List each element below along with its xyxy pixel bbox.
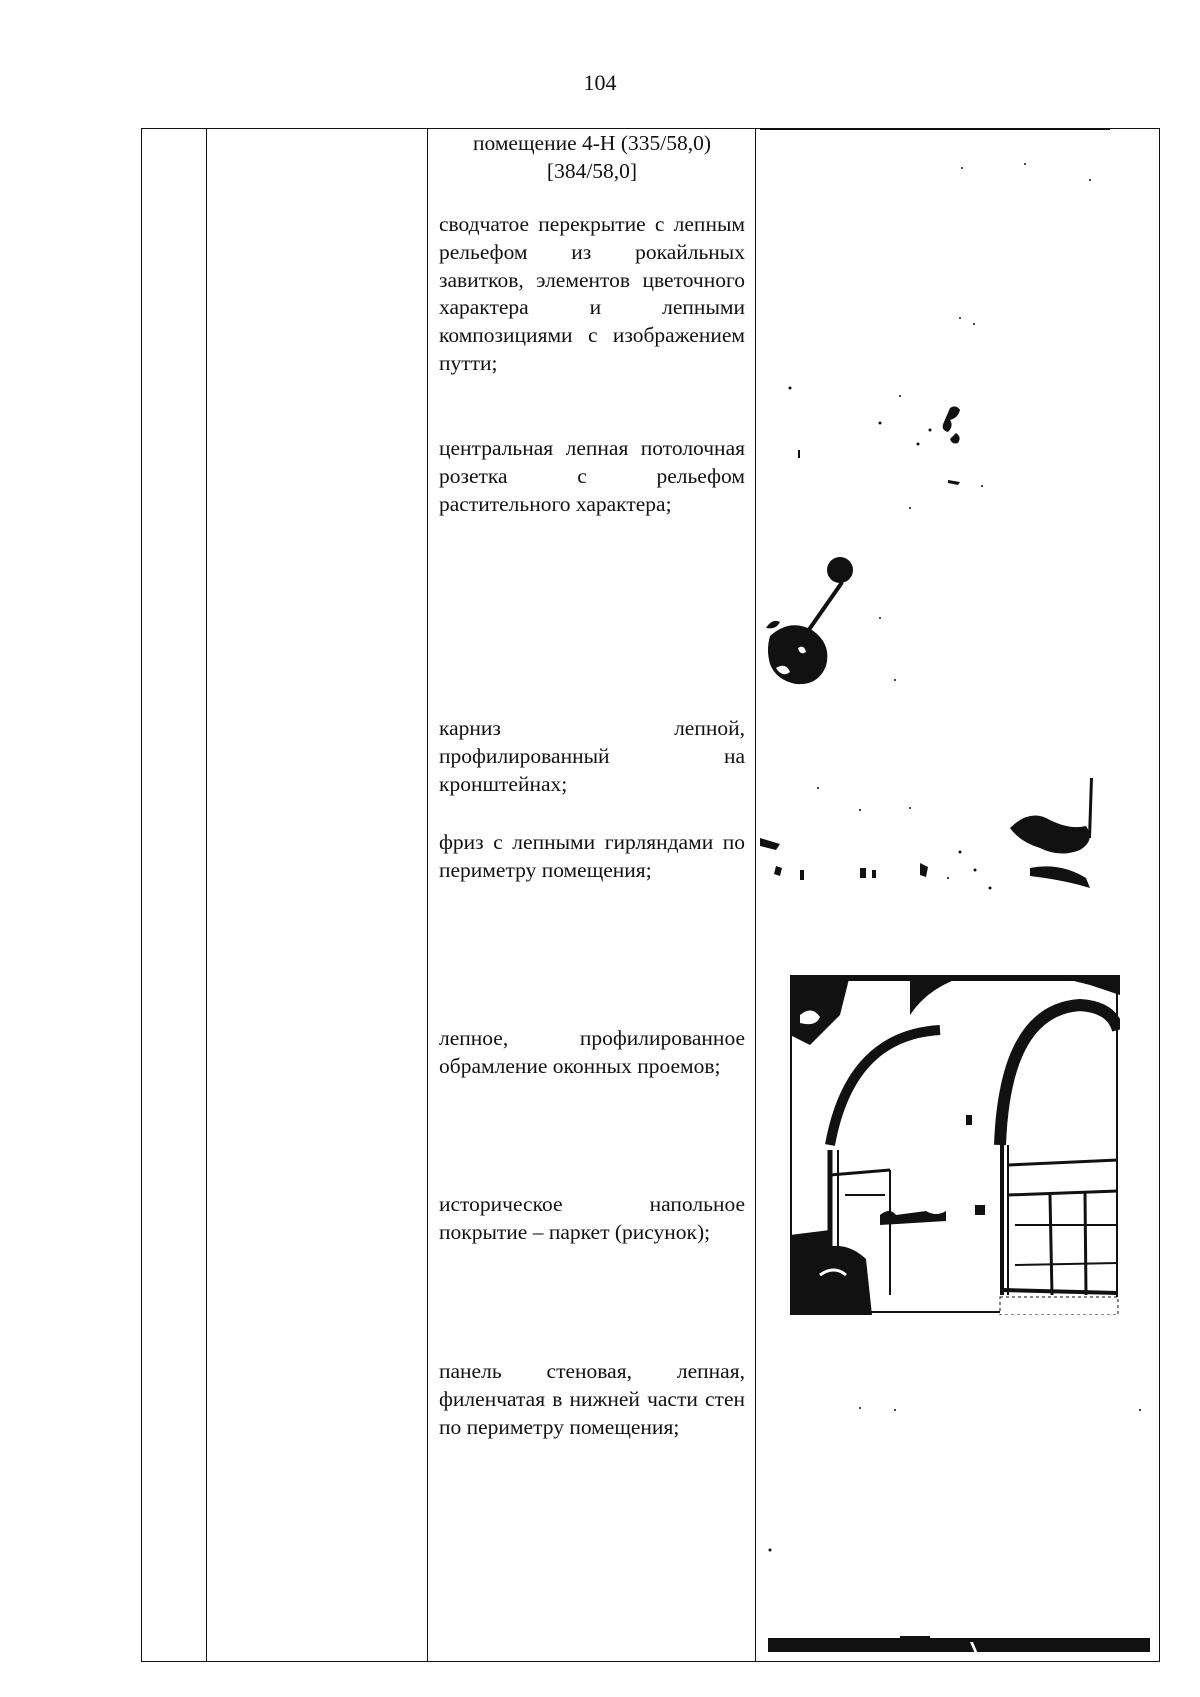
- windows-photo: [790, 975, 1120, 1315]
- column-divider-2: [427, 128, 428, 1662]
- item-window-framing: лепное, профилированное обрамление оконных проемов;: [439, 1026, 745, 1078]
- column-divider-3: [755, 128, 756, 1662]
- item-vaulted-ceiling: сводчатое перекрытие с лепным рельефом из рокайльных завитков, элементов цветочного характера и лепными композициями с изображением путти;: [439, 212, 745, 375]
- item-wall-panel: панель стеновая, лепная, филенчатая в нижней части стен по периметру помещения;: [439, 1359, 745, 1439]
- item-frieze: фриз с лепными гирляндами по периметру помещения;: [439, 830, 745, 882]
- ceiling-photo: [760, 128, 1158, 958]
- item-ceiling-rosette: центральная лепная потолочная розетка с рельефом растительного характера;: [439, 436, 745, 516]
- room-heading: помещение 4-Н (335/58,0) [384/58,0]: [472, 131, 711, 183]
- item-cornice: карниз лепной, профилированный на кронштейнах;: [439, 716, 745, 796]
- column-divider-1: [206, 128, 207, 1662]
- wall-panel-photo: [760, 1320, 1158, 1660]
- page-number: 104: [583, 70, 617, 95]
- item-parquet-floor: историческое напольное покрытие – паркет (рисунок);: [439, 1192, 745, 1244]
